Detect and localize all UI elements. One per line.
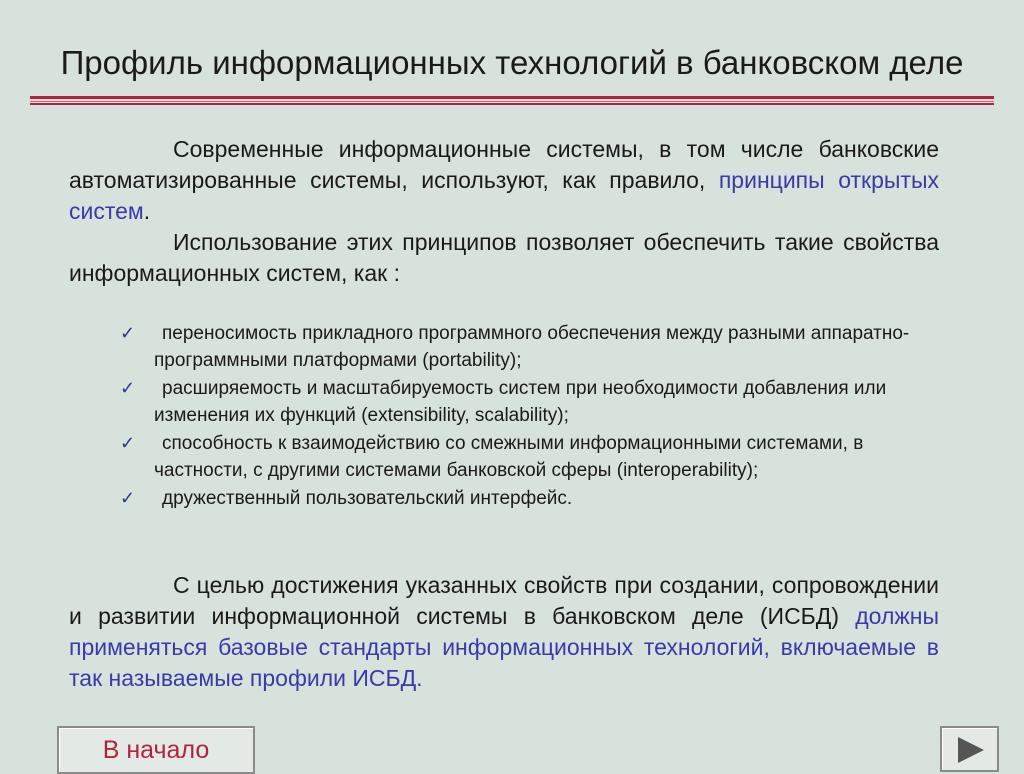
checkmark-icon: ✓: [120, 433, 136, 453]
list-item: [120, 320, 940, 374]
home-button[interactable]: В начало: [57, 726, 255, 774]
list-item-text: дружественный пользовательский интерфейс.: [162, 488, 573, 509]
list-item: [120, 430, 940, 484]
list-item: [120, 485, 940, 512]
paragraph-end: .: [143, 198, 151, 224]
paragraph-properties-intro: Использование этих принципов позволяет обеспечить такие свойства информационных систем, как :: [69, 229, 939, 286]
properties-list: [120, 320, 940, 513]
paragraph-standards: [69, 570, 939, 694]
checkmark-icon: ✓: [120, 323, 136, 343]
play-triangle-icon: [956, 735, 986, 765]
title-divider: [30, 96, 994, 105]
paragraph-text: С целью достижения указанных свойств при создании, сопровождении и развитии информационной системы в банковском деле (ИСБД): [69, 572, 939, 629]
highlight-open-systems: принципы открытых систем: [69, 167, 939, 224]
next-slide-button[interactable]: [940, 726, 999, 772]
paragraph-open-systems: [69, 134, 939, 227]
checkmark-icon: ✓: [120, 488, 136, 508]
paragraph-text: Современные информационные системы, в том числе банковские автоматизированные системы, используют, как правило,: [69, 136, 939, 193]
highlight-standards: должны применяться базовые стандарты информационных технологий, включаемые в так называемые профили ИСБД.: [69, 603, 939, 691]
list-item-text: переносимость прикладного программного обеспечения между разными аппаратно-программными платформами (portability);: [154, 323, 910, 371]
checkmark-icon: ✓: [120, 378, 136, 398]
list-item: [120, 375, 940, 429]
list-item-text: способность к взаимодействию со смежными информационными системами, в частности, с другими системами банковской сферы (interoperability);: [154, 433, 864, 481]
page-title: Профиль информационных технологий в банковском деле: [60, 44, 964, 81]
list-item-text: расширяемость и масштабируемость систем при необходимости добавления или изменения их функций (extensibility, scalability);: [154, 378, 887, 426]
